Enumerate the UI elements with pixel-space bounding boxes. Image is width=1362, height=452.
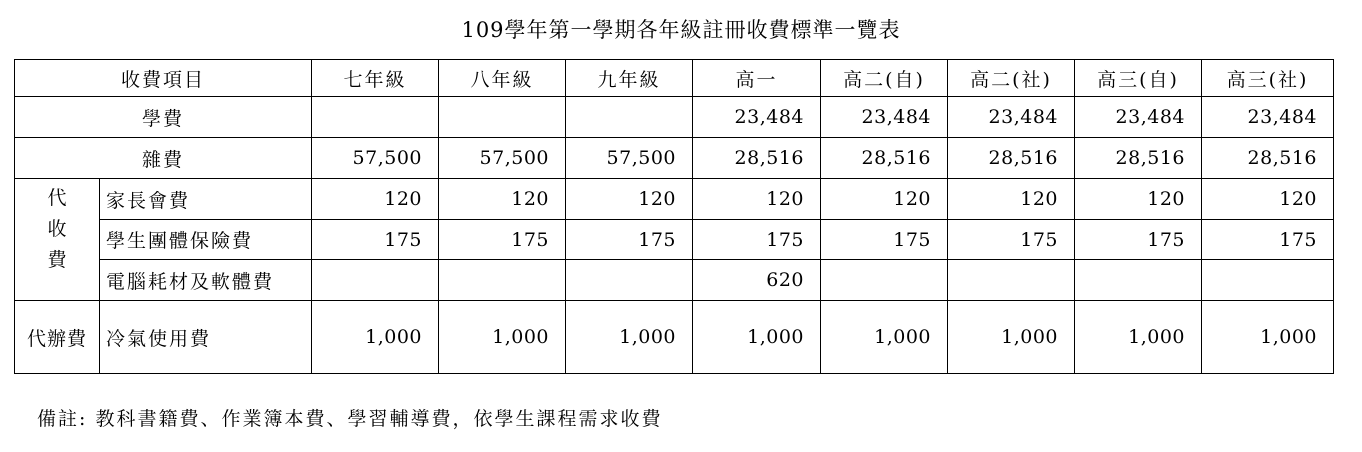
fee-cell: [439, 260, 566, 301]
fee-cell: [566, 260, 693, 301]
fee-cell: 1,000: [566, 301, 693, 374]
fee-cell: 28,516: [821, 138, 948, 179]
fee-cell: [566, 97, 693, 138]
parent-fee-label: 家長會費: [100, 179, 312, 220]
fee-cell: 23,484: [1202, 97, 1334, 138]
fee-cell: 57,500: [439, 138, 566, 179]
fee-cell: 28,516: [693, 138, 821, 179]
fee-cell: 23,484: [948, 97, 1075, 138]
insurance-fee-row: [15, 220, 1334, 260]
fee-cell: 28,516: [948, 138, 1075, 179]
header-item-label: 收費項目: [15, 60, 312, 97]
collect-group-label: [15, 179, 100, 301]
fee-cell: [948, 260, 1075, 301]
fee-cell: 1,000: [948, 301, 1075, 374]
collect-group-char: 收: [47, 218, 67, 240]
computer-fee-label: 電腦耗材及軟體費: [100, 260, 312, 301]
collect-group-char: 代: [47, 187, 67, 209]
fee-cell: [1202, 260, 1334, 301]
fee-cell: 120: [439, 179, 566, 220]
header-grade: 八年級: [439, 60, 566, 97]
agency-group-label: 代辦費: [15, 301, 100, 374]
fee-cell: 23,484: [693, 97, 821, 138]
header-grade: 高一: [693, 60, 821, 97]
fee-cell: 175: [1202, 220, 1334, 260]
aircon-fee-label: 冷氣使用費: [100, 301, 312, 374]
header-grade: 七年級: [312, 60, 439, 97]
fee-cell: 175: [821, 220, 948, 260]
tuition-label: 學費: [15, 97, 312, 138]
misc-row: [15, 138, 1334, 179]
fee-cell: 23,484: [821, 97, 948, 138]
fee-cell: 120: [693, 179, 821, 220]
fee-cell: 1,000: [821, 301, 948, 374]
fee-cell: 175: [1075, 220, 1202, 260]
fee-cell: 1,000: [1075, 301, 1202, 374]
fee-cell: [439, 97, 566, 138]
fee-cell: 120: [566, 179, 693, 220]
header-grade: 九年級: [566, 60, 693, 97]
parent-fee-row: [15, 179, 1334, 220]
header-grade: 高二(社): [948, 60, 1075, 97]
fee-cell: [312, 97, 439, 138]
fee-cell: 1,000: [439, 301, 566, 374]
fee-cell: 28,516: [1202, 138, 1334, 179]
fee-cell: 175: [566, 220, 693, 260]
fee-cell: 23,484: [1075, 97, 1202, 138]
fee-cell: [312, 260, 439, 301]
computer-fee-row: [15, 260, 1334, 301]
collect-group-char: 費: [47, 249, 67, 271]
fee-cell: 1,000: [693, 301, 821, 374]
fee-cell: 175: [312, 220, 439, 260]
fee-cell: [1075, 260, 1202, 301]
fee-table: [14, 59, 1334, 374]
fee-cell: 175: [693, 220, 821, 260]
fee-cell: 28,516: [1075, 138, 1202, 179]
fee-cell: 120: [312, 179, 439, 220]
insurance-fee-label: 學生團體保險費: [100, 220, 312, 260]
fee-cell: 620: [693, 260, 821, 301]
fee-cell: 120: [1075, 179, 1202, 220]
header-grade: 高二(自): [821, 60, 948, 97]
header-row: [15, 60, 1334, 97]
footnote: 備註: 教科書籍費、作業簿本費、學習輔導費，依學生課程需求收費: [37, 408, 663, 430]
fee-cell: 1,000: [312, 301, 439, 374]
page-title: 109學年第一學期各年級註冊收費標準一覽表: [461, 18, 901, 42]
fee-cell: 175: [948, 220, 1075, 260]
fee-cell: [821, 260, 948, 301]
tuition-row: [15, 97, 1334, 138]
fee-cell: 120: [1202, 179, 1334, 220]
fee-cell: 175: [439, 220, 566, 260]
fee-cell: 120: [821, 179, 948, 220]
fee-cell: 1,000: [1202, 301, 1334, 374]
fee-cell: 120: [948, 179, 1075, 220]
aircon-fee-row: [15, 301, 1334, 374]
header-grade: 高三(自): [1075, 60, 1202, 97]
fee-cell: 57,500: [566, 138, 693, 179]
fee-cell: 57,500: [312, 138, 439, 179]
header-grade: 高三(社): [1202, 60, 1334, 97]
misc-label: 雜費: [15, 138, 312, 179]
